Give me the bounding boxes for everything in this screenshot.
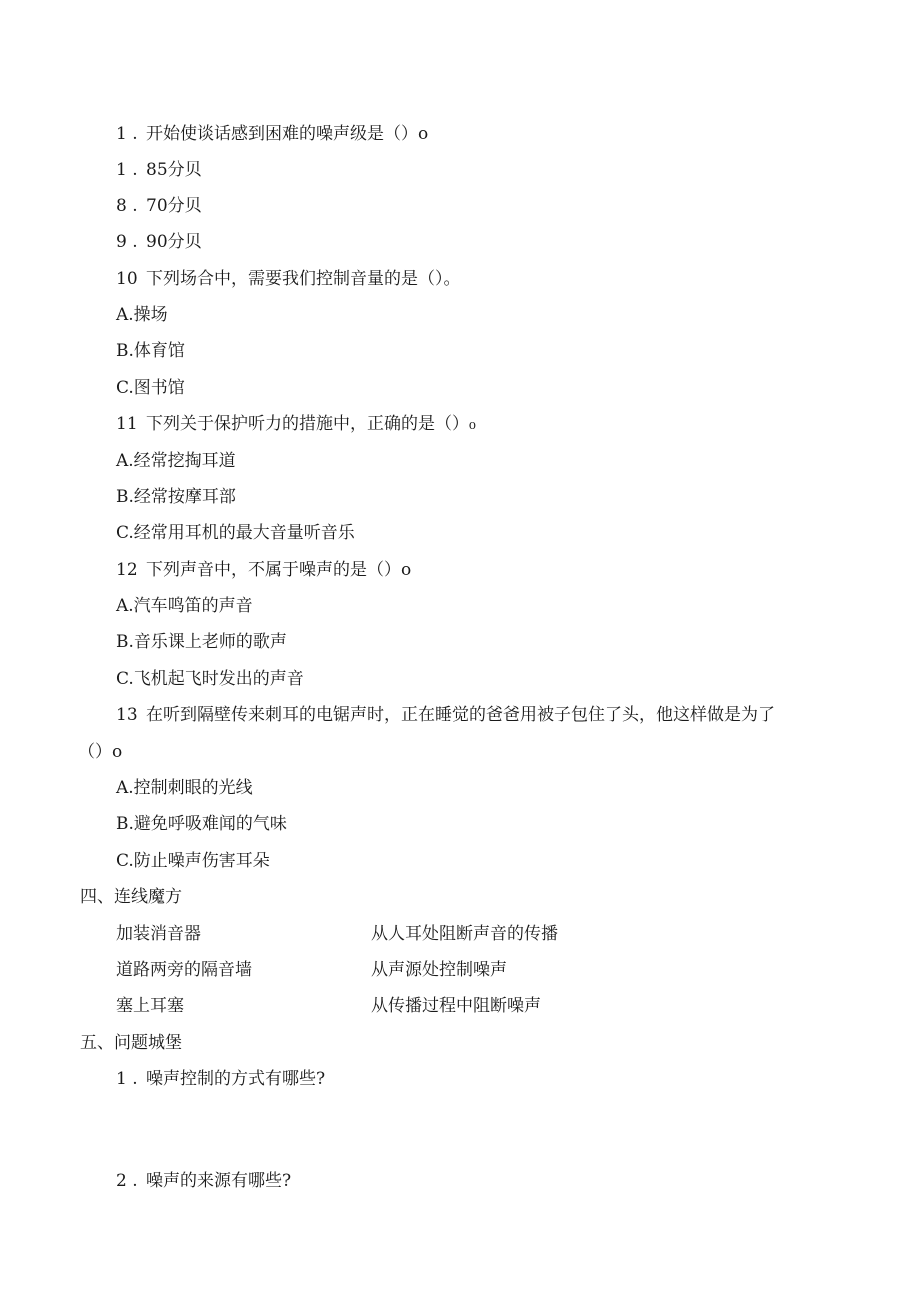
question-number: 1 . <box>116 124 138 144</box>
option-line <box>116 340 185 362</box>
question-number: 2 . <box>116 1171 138 1191</box>
question-number: 13 <box>116 705 138 725</box>
option-text: C.图书馆 <box>116 378 185 398</box>
option-text: 85分贝 <box>146 160 202 180</box>
option-line: A.控制刺眼的光线 <box>116 778 253 798</box>
question-number: 1 . <box>116 1069 138 1089</box>
question-line <box>116 268 461 290</box>
section-title: 四、连线魔方 <box>80 887 182 907</box>
question-text: 噪声的来源有哪些? <box>146 1171 292 1191</box>
option-line <box>116 486 236 508</box>
match-left-item: 塞上耳塞 <box>116 996 184 1016</box>
option-line <box>116 522 355 544</box>
option-text: B.音乐课上老师的歌声 <box>116 632 287 652</box>
option-line <box>116 159 202 181</box>
question-text: 噪声控制的方式有哪些? <box>146 1069 326 1089</box>
option-text: 90分贝 <box>146 232 202 252</box>
option-text: 70分贝 <box>146 196 202 216</box>
question-number: 12 <box>116 560 138 580</box>
option-text: C.经常用耳机的最大音量听音乐 <box>116 523 355 543</box>
question-text: 下列场合中，需要我们控制音量的是（）。 <box>146 269 461 289</box>
option-text: C.飞机起飞时发出的声音 <box>116 669 304 689</box>
match-left-item: 加装消音器 <box>116 924 201 944</box>
option-line <box>116 595 253 617</box>
option-line <box>116 450 236 472</box>
question-number: 10 <box>116 269 138 289</box>
question-number: 9 . <box>116 232 138 252</box>
question-text: 在听到隔壁传来刺耳的电锯声时，正在睡觉的爸爸用被子包住了头，他这样做是为了 <box>146 705 775 725</box>
question-line <box>116 1170 291 1192</box>
section-title: 五、问题城堡 <box>80 1033 182 1053</box>
question-number: 8 . <box>116 196 138 216</box>
question-line <box>116 123 428 145</box>
option-text: A.汽车鸣笛的声音 <box>116 596 253 616</box>
question-number: 1 . <box>116 160 138 180</box>
question-number: 11 <box>116 414 138 434</box>
option-line <box>116 631 287 653</box>
option-line <box>116 668 304 690</box>
option-line: B.避免呼吸难闻的气味 <box>116 814 287 834</box>
match-right-item: 从传播过程中阻断噪声 <box>371 996 541 1016</box>
question-line <box>116 413 476 435</box>
option-text: A.经常挖掏耳道 <box>116 451 236 471</box>
question-text: 开始使谈话感到困难的噪声级是（）o <box>146 124 429 144</box>
option-line: C.防止噪声伤害耳朵 <box>116 851 270 871</box>
question-line <box>116 559 411 581</box>
option-text: A.操场 <box>116 305 168 325</box>
option-line <box>116 377 185 399</box>
match-right-item: 从声源处控制噪声 <box>371 960 507 980</box>
question-text: 下列关于保护听力的措施中，正确的是（）₀ <box>146 414 476 434</box>
question-text: 下列声音中，不属于噪声的是（）o <box>146 560 412 580</box>
option-line <box>116 304 168 326</box>
match-right-item: 从人耳处阻断声音的传播 <box>371 924 558 944</box>
option-line <box>116 195 202 217</box>
option-line <box>116 231 202 253</box>
match-left-item: 道路两旁的隔音墙 <box>116 960 252 980</box>
question-continuation: （）o <box>78 742 123 762</box>
question-line <box>116 704 775 726</box>
question-line <box>116 1068 325 1090</box>
option-text: B.体育馆 <box>116 341 185 361</box>
option-text: B.经常按摩耳部 <box>116 487 236 507</box>
